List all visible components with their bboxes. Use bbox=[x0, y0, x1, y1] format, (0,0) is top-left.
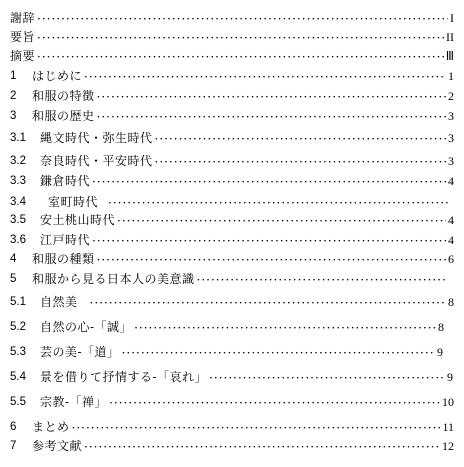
toc-entry-nara-heian bbox=[10, 152, 454, 168]
toc-page-number: 4 bbox=[448, 174, 454, 188]
toc-page-number: 8 bbox=[448, 295, 454, 309]
toc-page-number: 3 bbox=[448, 154, 454, 168]
toc-entry-features bbox=[10, 87, 454, 103]
toc-entry-jomon-yayoi bbox=[10, 129, 454, 145]
toc-leader bbox=[84, 439, 440, 453]
toc-page-number: 9 bbox=[437, 345, 443, 359]
toc-number: 3.6 bbox=[10, 234, 26, 246]
toc-title: はじめに bbox=[32, 69, 83, 83]
toc-title: 和服の特徴 bbox=[32, 89, 95, 103]
toc-entry-introduction bbox=[10, 67, 454, 83]
toc-leader bbox=[97, 252, 446, 266]
toc-page-number: 2 bbox=[448, 89, 454, 103]
toc-page-number: 10 bbox=[442, 395, 454, 409]
toc-leader bbox=[209, 370, 445, 384]
toc-entry-references bbox=[10, 437, 454, 453]
toc-title: 芸の美-「道」 bbox=[40, 345, 120, 359]
toc-title: 自然美 bbox=[40, 295, 78, 309]
toc-page-number: 8 bbox=[438, 320, 444, 334]
toc-page-number: 12 bbox=[442, 439, 454, 453]
toc-page-number: 3 bbox=[448, 131, 454, 145]
toc-page-number: 6 bbox=[448, 252, 454, 266]
toc-entry-aware bbox=[10, 368, 453, 384]
toc-page-number: 11 bbox=[442, 420, 454, 434]
toc-entry-michi bbox=[10, 343, 443, 359]
toc-page-number: 1 bbox=[448, 69, 454, 83]
toc-title: 和服の種類 bbox=[32, 252, 95, 266]
toc-entry-aesthetics bbox=[10, 270, 450, 286]
toc-page-number: I bbox=[450, 11, 454, 25]
toc-entry-history bbox=[10, 107, 454, 123]
toc-number: 3.1 bbox=[10, 132, 26, 144]
toc-title: まとめ bbox=[32, 420, 70, 434]
toc-number: 1 bbox=[10, 70, 17, 82]
toc-title: 景を借りて抒情する-「哀れ」 bbox=[40, 370, 208, 384]
toc-entry-edo bbox=[10, 231, 454, 247]
toc-number: 5.3 bbox=[10, 346, 26, 358]
toc-entry-makoto bbox=[10, 318, 444, 334]
toc-number: 3.3 bbox=[10, 175, 26, 187]
toc-leader bbox=[197, 272, 448, 286]
toc-leader bbox=[97, 89, 446, 103]
toc-title: 鎌倉時代 bbox=[40, 174, 91, 188]
toc-leader bbox=[37, 30, 444, 44]
toc-title: 要旨 bbox=[10, 30, 36, 44]
toc-page-number: 3 bbox=[448, 109, 454, 123]
toc-leader bbox=[92, 174, 446, 188]
toc-title: 謝辞 bbox=[10, 11, 36, 25]
toc-leader bbox=[155, 131, 446, 145]
toc-entry-types bbox=[10, 250, 454, 266]
toc-leader bbox=[134, 320, 436, 334]
toc-leader bbox=[108, 195, 448, 209]
toc-number: 3.4 bbox=[10, 196, 26, 208]
toc-number: 2 bbox=[10, 90, 17, 102]
toc-title: 安土桃山時代 bbox=[40, 213, 116, 227]
toc-number: 3 bbox=[10, 110, 17, 122]
toc-title: 和服から見る日本人の美意識 bbox=[32, 272, 195, 286]
toc-number: 3.5 bbox=[10, 214, 26, 226]
toc-leader bbox=[109, 395, 440, 409]
toc-number: 6 bbox=[10, 421, 17, 433]
toc-title: 江戸時代 bbox=[40, 233, 91, 247]
toc-entry-acknowledgements bbox=[10, 9, 454, 25]
toc-number: 5.1 bbox=[10, 296, 26, 308]
toc-page-number: Ⅲ bbox=[445, 49, 454, 63]
toc-leader bbox=[122, 345, 435, 359]
toc-entry-zen bbox=[10, 393, 454, 409]
toc-number: 5.4 bbox=[10, 371, 26, 383]
toc-title: 自然の心-「誠」 bbox=[40, 320, 133, 334]
toc-leader bbox=[97, 109, 446, 123]
toc-entry-kamakura bbox=[10, 172, 454, 188]
toc-title: 宗教-「禅」 bbox=[40, 395, 108, 409]
toc-entry-muromachi bbox=[10, 193, 450, 209]
toc-entry-summary-cn bbox=[10, 47, 454, 63]
toc-number: 4 bbox=[10, 253, 17, 265]
toc-page-number: 9 bbox=[447, 370, 453, 384]
toc-leader bbox=[84, 69, 446, 83]
toc-leader bbox=[117, 213, 446, 227]
toc-entry-summary-jp bbox=[10, 28, 454, 44]
toc-entry-natural-beauty bbox=[10, 293, 454, 309]
toc-entry-conclusion bbox=[10, 418, 454, 434]
toc-page-number: 4 bbox=[448, 213, 454, 227]
toc-number: 7 bbox=[10, 440, 17, 452]
toc-title: 縄文時代・弥生時代 bbox=[40, 131, 153, 145]
toc-number: 5.5 bbox=[10, 396, 26, 408]
toc-leader bbox=[90, 295, 446, 309]
toc-number: 5.2 bbox=[10, 321, 26, 333]
toc-leader bbox=[37, 49, 444, 63]
toc-leader bbox=[37, 11, 448, 25]
toc-leader bbox=[72, 420, 441, 434]
toc-page-number: 4 bbox=[448, 233, 454, 247]
toc-page-number: II bbox=[446, 30, 454, 44]
toc-title: 和服の歴史 bbox=[32, 109, 95, 123]
toc-number: 5 bbox=[10, 273, 17, 285]
toc-leader bbox=[92, 233, 446, 247]
toc-number: 3.2 bbox=[10, 155, 26, 167]
toc-title: 摘要 bbox=[10, 49, 36, 63]
toc-leader bbox=[155, 154, 446, 168]
toc-entry-azuchi-momoyama bbox=[10, 211, 454, 227]
toc-title: 室町時代 bbox=[48, 195, 99, 209]
toc-title: 参考文献 bbox=[32, 439, 83, 453]
toc-title: 奈良時代・平安時代 bbox=[40, 154, 153, 168]
